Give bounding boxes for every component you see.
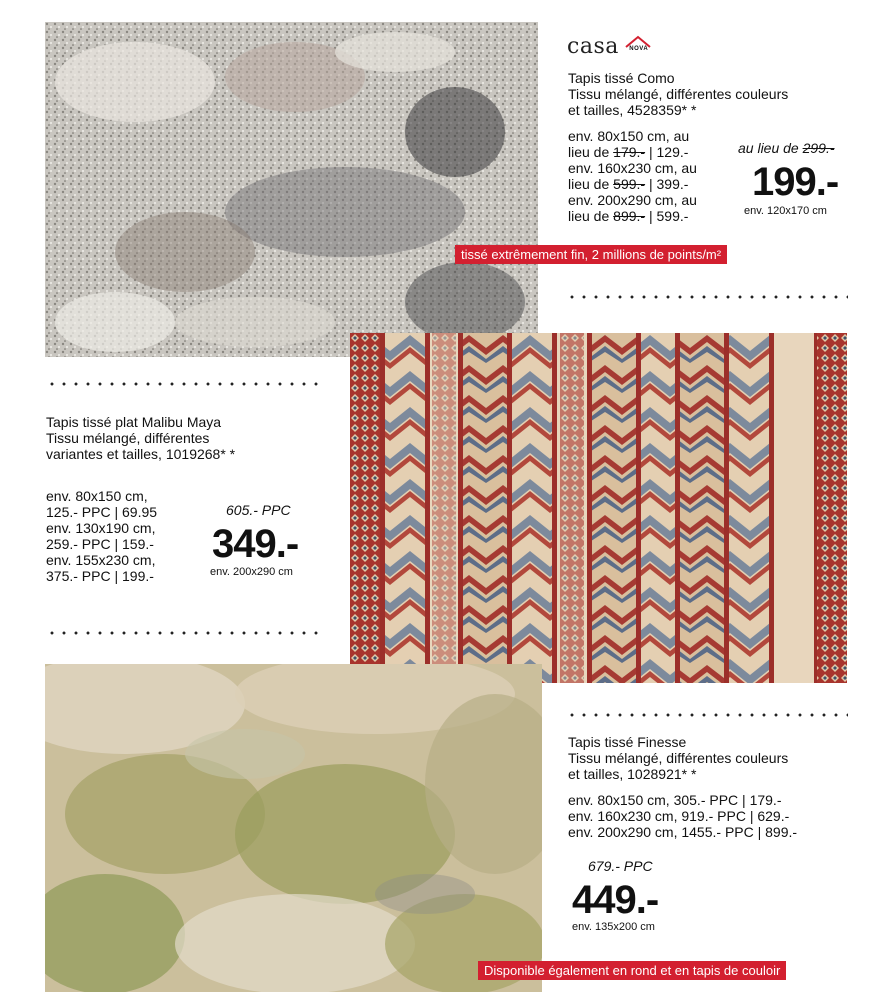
como-title: Tapis tissé Como: [568, 70, 675, 86]
label: au lieu de: [738, 140, 803, 156]
brand-logo: [567, 34, 651, 60]
finesse-line: env. 200x290 cm, 1455.- PPC | 899.-: [568, 824, 798, 840]
como-desc-2: et tailles, 4528359* *: [568, 102, 697, 118]
finesse-desc-2: et tailles, 1028921* *: [568, 766, 697, 782]
como-size: env. 120x170 cm: [744, 205, 827, 217]
label: lieu de: [568, 144, 614, 160]
maya-size: env. 200x290 cm: [210, 566, 293, 578]
divider-dotted: [46, 631, 326, 635]
finesse-variants: [568, 792, 868, 840]
finesse-price: 449.-: [572, 878, 659, 922]
finesse-size: env. 135x200 cm: [572, 921, 655, 933]
como-variant-1b: [568, 144, 728, 160]
como-variants: [568, 128, 728, 224]
label: lieu de: [568, 208, 614, 224]
house-icon: [625, 35, 651, 55]
como-variant-3a: env. 200x290 cm, au: [568, 192, 697, 208]
maya-description: [46, 414, 336, 462]
como-desc-1: Tissu mélangé, différentes couleurs: [568, 86, 789, 102]
maya-line: 259.- PPC | 159.-: [46, 536, 154, 552]
finesse-line: env. 80x150 cm, 305.- PPC | 179.-: [568, 792, 782, 808]
finesse-desc-1: Tissu mélangé, différentes couleurs: [568, 750, 789, 766]
brand-name: casa: [567, 34, 619, 59]
maya-line: 125.- PPC | 69.95: [46, 504, 158, 520]
maya-line: 375.- PPC | 199.-: [46, 568, 154, 584]
como-reference-price: [738, 140, 858, 156]
old-price: 899.-: [613, 208, 646, 224]
rug-image-maya: [350, 333, 847, 683]
rug-image-finesse: [45, 664, 542, 992]
old-price: 299.-: [802, 140, 835, 156]
new-price: | 129.-: [645, 144, 689, 160]
finesse-banner: Disponible également en rond et en tapis de couloir: [478, 961, 786, 980]
divider-dotted: [566, 295, 848, 299]
old-price: 179.-: [613, 144, 646, 160]
como-description: [568, 70, 868, 118]
new-price: | 599.-: [645, 208, 689, 224]
new-price: | 399.-: [645, 176, 689, 192]
maya-price: 349.-: [212, 522, 299, 566]
como-price: 199.-: [752, 160, 839, 204]
brand-sub: NOVA: [629, 46, 649, 52]
label: lieu de: [568, 176, 614, 192]
como-banner: tissé extrêmement fin, 2 millions de points/m²: [455, 245, 727, 264]
maya-line: env. 155x230 cm,: [46, 552, 156, 568]
finesse-ppc: 679.- PPC: [588, 858, 653, 874]
como-variant-1a: env. 80x150 cm, au: [568, 128, 690, 144]
como-variant-3b: [568, 208, 728, 224]
finesse-title: Tapis tissé Finesse: [568, 734, 687, 750]
como-variant-2a: env. 160x230 cm, au: [568, 160, 697, 176]
divider-dotted: [566, 713, 848, 717]
maya-desc-2: variantes et tailles, 1019268* *: [46, 446, 236, 462]
maya-title: Tapis tissé plat Malibu Maya: [46, 414, 222, 430]
finesse-line: env. 160x230 cm, 919.- PPC | 629.-: [568, 808, 790, 824]
maya-variants: [46, 488, 206, 584]
maya-line: env. 80x150 cm,: [46, 488, 148, 504]
divider-dotted: [46, 382, 326, 386]
maya-line: env. 130x190 cm,: [46, 520, 156, 536]
maya-desc-1: Tissu mélangé, différentes: [46, 430, 210, 446]
rug-image-como: [45, 22, 538, 357]
maya-ppc: 605.- PPC: [226, 502, 291, 518]
como-variant-2b: [568, 176, 728, 192]
old-price: 599.-: [613, 176, 646, 192]
finesse-description: [568, 734, 868, 782]
